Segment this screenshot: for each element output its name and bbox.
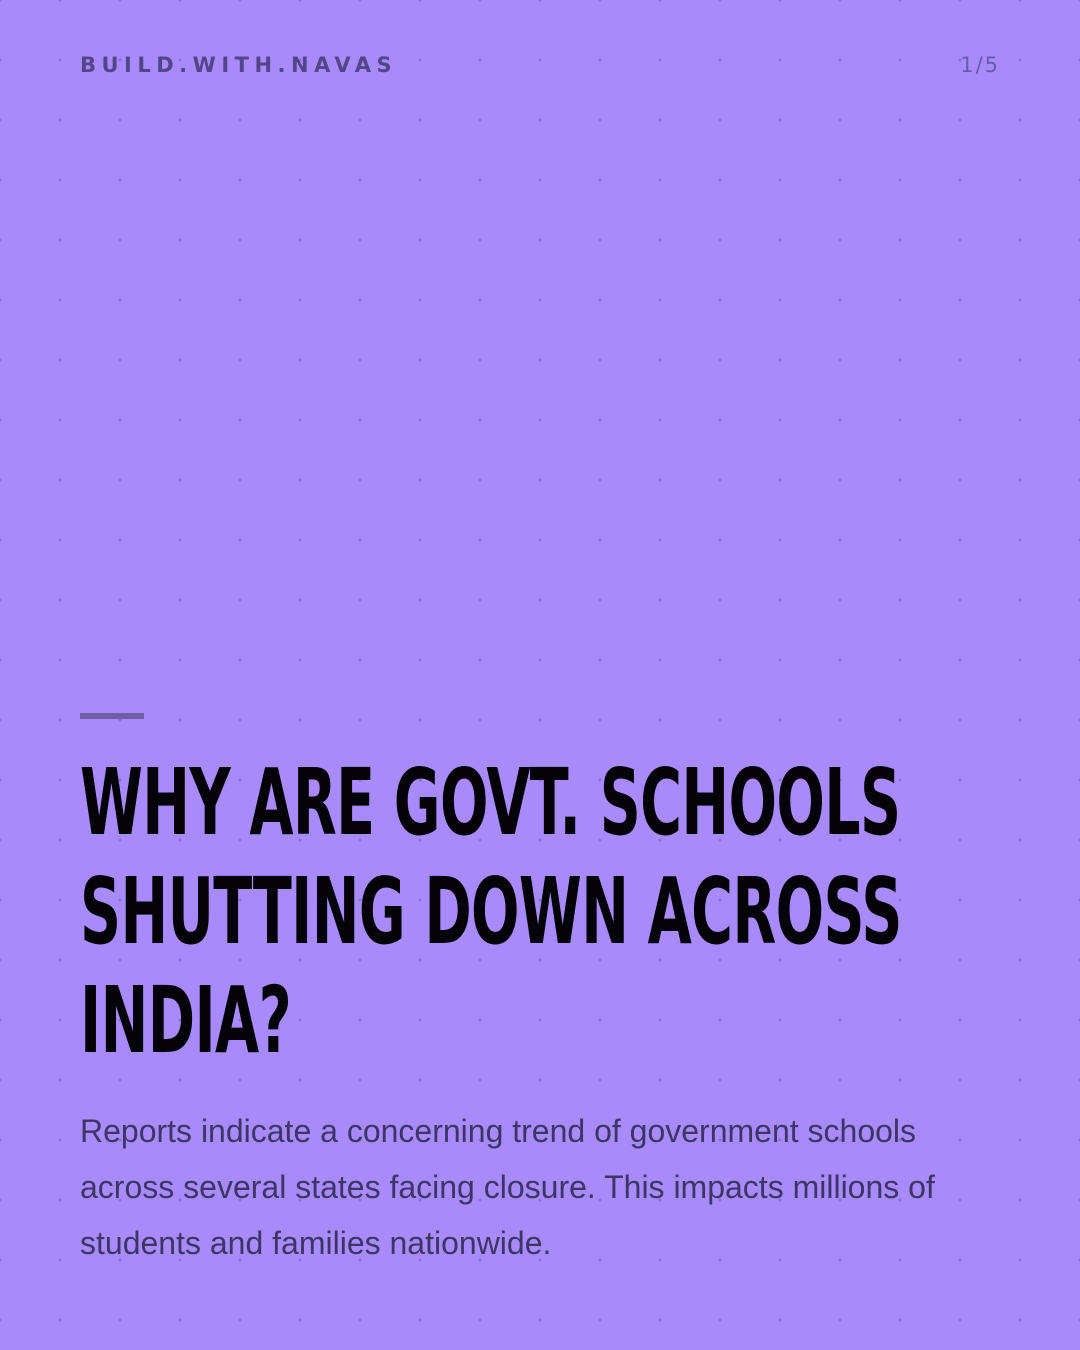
- brand-handle: BUILD.WITH.NAVAS: [80, 53, 398, 77]
- page-indicator: 1/5: [960, 53, 1000, 77]
- headline-line: INDIA?: [80, 967, 292, 1074]
- body-paragraph: Reports indicate a concerning trend of government schools across several states facing closure. This impacts millions of students and families nationwide.: [80, 1113, 935, 1261]
- accent-bar: [80, 713, 144, 719]
- headline-line: WHY ARE GOVT. SCHOOLS: [80, 749, 901, 856]
- headline-line: SHUTTING DOWN ACROSS: [80, 858, 902, 965]
- headline: [80, 748, 902, 1075]
